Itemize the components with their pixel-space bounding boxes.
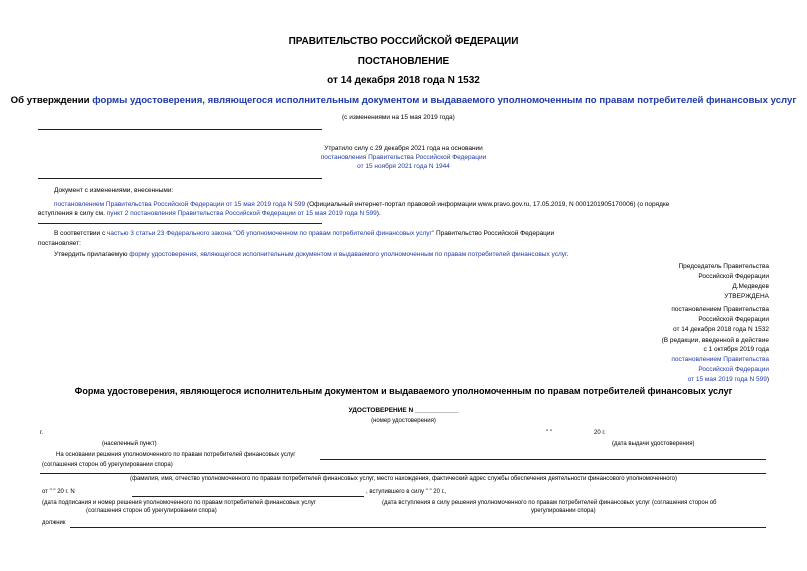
amendments-text-2: вступления в силу см. — [38, 210, 107, 217]
field-line — [40, 473, 766, 474]
effect-caption-2: урегулировании спора) — [531, 508, 596, 514]
locality-caption: (населенный пункт) — [102, 441, 157, 447]
paragraph-1-cont: постановляет: — [38, 240, 81, 247]
paragraph-2-post: . — [566, 251, 569, 258]
city-prefix: г. — [40, 430, 44, 436]
effect-caption-1: (дата вступления в силу решения уполномоченного по правам потребителей финансовых услуг (соглашения сторон об — [382, 500, 717, 506]
signature-title: Председатель Правительства — [678, 263, 769, 270]
field-line — [132, 496, 364, 497]
certificate-label: УДОСТОВЕРЕНИЕ N ____________ — [348, 407, 459, 414]
amendments-line-1 — [38, 201, 669, 208]
paragraph-2 — [54, 251, 568, 258]
signature-country: Российской Федерации — [698, 273, 769, 280]
approved-line-2: постановлением Правительства — [671, 306, 769, 313]
amendments-label: Документ с изменениями, внесенными: — [54, 187, 174, 194]
header-government: ПРАВИТЕЛЬСТВО РОССИЙСКОЙ ФЕДЕРАЦИИ — [288, 36, 519, 47]
basis-text: На основании решения уполномоченного по правам потребителей финансовых услуг — [56, 452, 296, 458]
header-date: от 14 декабря 2018 года N 1532 — [327, 75, 480, 86]
paragraph-1-link[interactable]: частью 3 статьи 23 Федерального закона "Об уполномоченном по правам потребителей финансовых услуг" — [107, 230, 435, 237]
approved-line-5: (В редакции, введенной в действие — [661, 337, 769, 344]
document-title-link[interactable]: формы удостоверения, являющегося исполнительным документом и выдаваемого уполномоченным по правам потребителей финансовых услуг — [92, 95, 797, 106]
ombudsman-caption: (фамилия, имя, отчество уполномоченного по правам потребителей финансовых услуг, место нахождения, фактический адрес службы обеспечения деятельности финансового уполномоченного) — [130, 476, 677, 482]
approved-link-date[interactable]: от 15 мая 2019 года N 599 — [687, 376, 767, 383]
date-year: 20 г. — [594, 430, 606, 436]
approved-label: УТВЕРЖДЕНА — [724, 293, 769, 300]
decision-date-text: от " " 20 г. N — [42, 489, 75, 495]
paragraph-1-post: Правительство Российской Федерации — [434, 230, 555, 237]
approved-line-6: с 1 октября 2019 года — [703, 346, 769, 353]
issue-date-caption: (дата выдачи удостоверения) — [612, 441, 695, 447]
amendments-text: (Официальный интернет-портал правовой информации www.pravo.gov.ru, 17.05.2019, N 0001201905170006) (о порядке — [305, 201, 670, 208]
header-resolution: ПОСТАНОВЛЕНИЕ — [357, 56, 450, 67]
signature-name: Д.Медведев — [732, 283, 769, 290]
divider — [38, 129, 322, 130]
paragraph-1-pre: В соответствии с — [54, 230, 108, 237]
divider — [38, 178, 322, 179]
form-title: Форма удостоверения, являющегося исполнительным документом и выдаваемого уполномоченным по правам потребителей финансовых услуг — [74, 386, 733, 396]
sign-caption-2: (соглашения сторон об урегулировании спора) — [86, 508, 217, 514]
amendments-text-3: ). — [376, 210, 381, 217]
paragraph-2-link[interactable]: форму удостоверения, являющегося исполнительным документом и выдаваемого уполномоченным по правам потребителей финансовых услуг — [129, 251, 567, 258]
approved-line-3: Российской Федерации — [698, 316, 769, 323]
divider — [38, 223, 322, 224]
paragraph-2-pre: Утвердить прилагаемую — [54, 251, 130, 258]
amendments-link-2[interactable]: пункт 2 постановления Правительства Российской Федерации от 15 мая 2019 года N 599 — [106, 210, 377, 217]
expired-link-date[interactable]: от 15 ноября 2021 года N 1944 — [357, 163, 450, 170]
approved-link-country[interactable]: Российской Федерации — [698, 366, 769, 373]
approved-line-9 — [688, 376, 769, 383]
field-line — [320, 459, 766, 460]
date-quotes: " " — [546, 430, 552, 436]
field-line — [70, 527, 766, 528]
sign-caption-1: (дата подписания и номер решения уполномоченного по правам потребителей финансовых услуг — [42, 500, 316, 506]
expired-line: Утратило силу с 29 декабря 2021 года на основании — [324, 145, 483, 152]
effective-date-text: , вступившего в силу " " 20 г., — [366, 489, 447, 495]
approved-line-4: от 14 декабря 2018 года N 1532 — [672, 326, 769, 333]
changes-note: (с изменениями на 15 мая 2019 года) — [342, 114, 455, 121]
document-title — [0, 95, 807, 106]
agreement-caption: (соглашения сторон об урегулировании спора) — [42, 462, 173, 468]
amendments-link[interactable]: постановлением Правительства Российской Федерации от 15 мая 2019 года N 599 — [54, 201, 306, 208]
approved-link-resolution[interactable]: постановлением Правительства — [671, 356, 769, 363]
expired-link-resolution[interactable]: постановления Правительства Российской Федерации — [320, 154, 487, 161]
document-title-prefix: Об утверждении — [10, 95, 93, 106]
debtor-label: должник — [42, 520, 66, 526]
approved-close-paren: ) — [766, 376, 769, 383]
amendments-line-2 — [38, 210, 381, 217]
certificate-number-caption: (номер удостоверения) — [371, 418, 436, 424]
paragraph-1 — [54, 230, 554, 237]
